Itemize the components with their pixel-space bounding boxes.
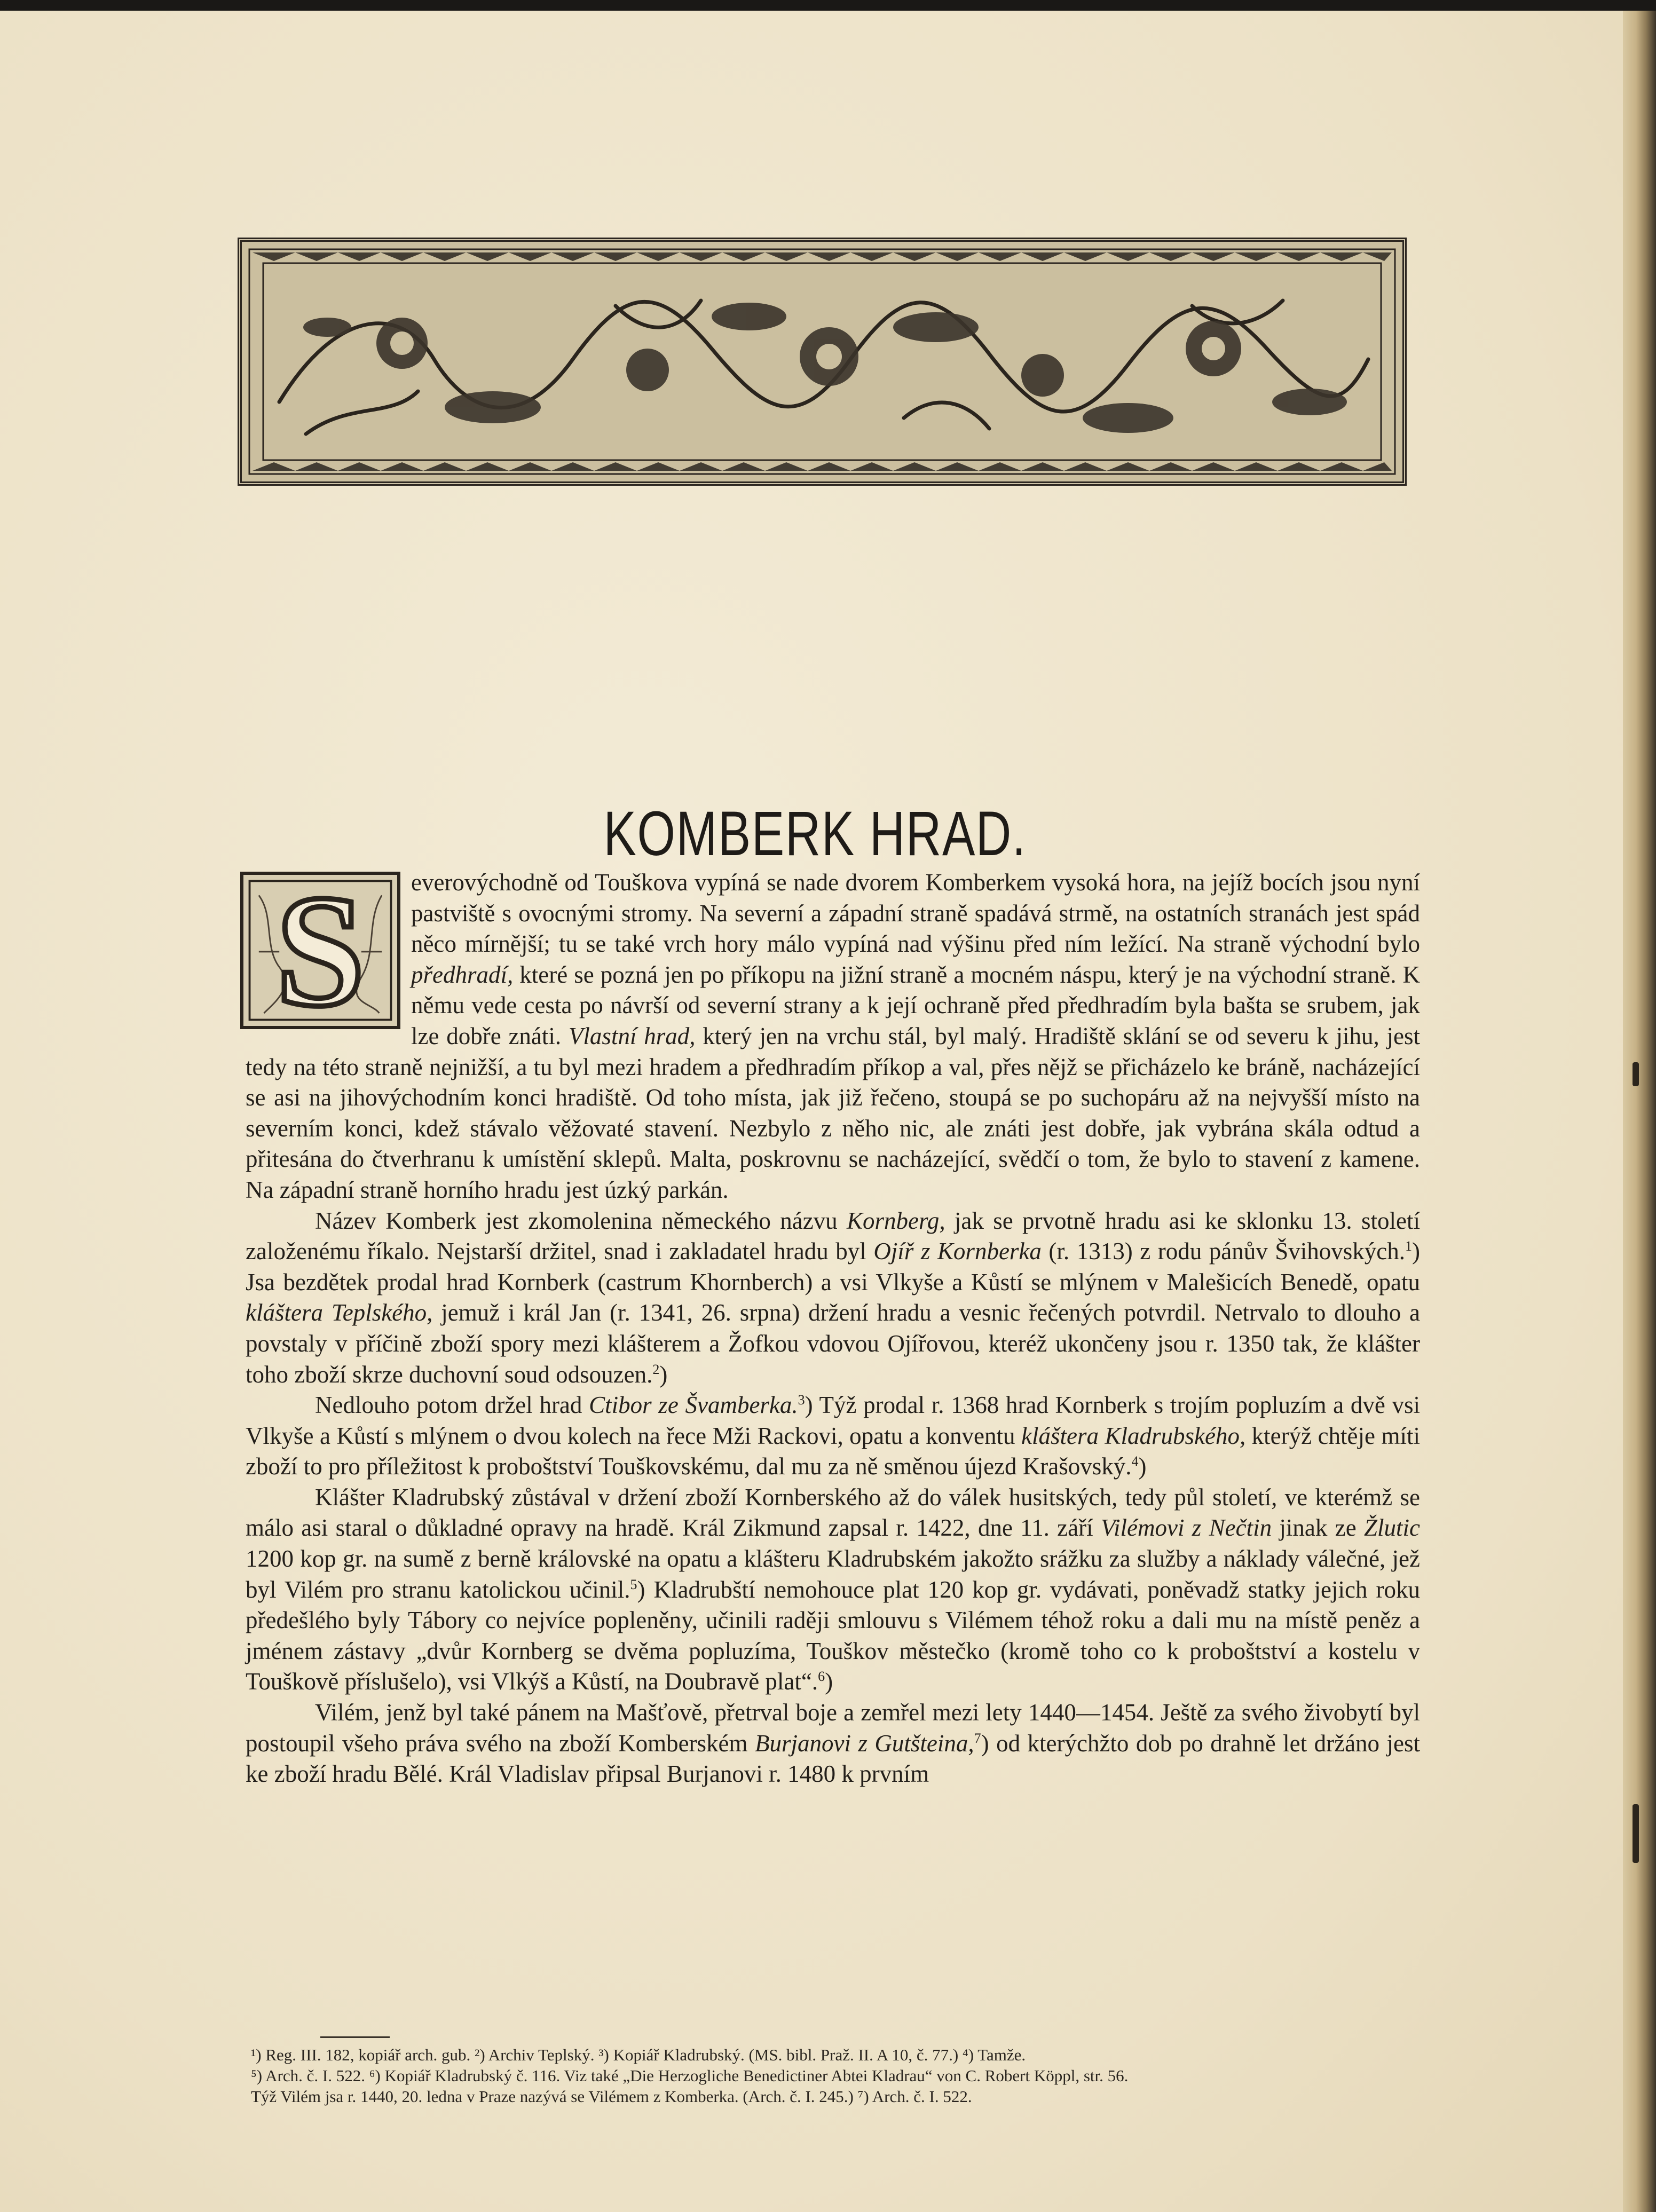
paragraph xyxy=(246,867,1420,1206)
italic-term: kláštera Kladrubského, xyxy=(1021,1422,1246,1449)
paragraph xyxy=(246,1482,1420,1697)
text-run: ) od kterýchžto dob po drahně let držáno jest ke zboží hradu Bělé. Král Vladislav připsal Burjanovi r. 1480 k prvním xyxy=(246,1729,1420,1788)
text-run: ) xyxy=(1138,1453,1147,1480)
text-run: kterýž chtěje míti zboží to pro příležitost k proboštství Touškovskému, dal mu za ně směnou újezd Krašovský. xyxy=(246,1422,1420,1480)
binding-mark xyxy=(1633,1804,1639,1863)
italic-term: Vlastní hrad, xyxy=(568,1022,696,1049)
italic-term: Žlutic xyxy=(1363,1514,1420,1542)
paragraph xyxy=(246,1206,1420,1391)
dropcap-letter: S xyxy=(275,862,365,1039)
footnote-marker: 2 xyxy=(652,1361,660,1377)
italic-term: Kornberg, xyxy=(847,1207,945,1234)
footnote-divider xyxy=(320,2036,390,2038)
text-run: ) xyxy=(825,1668,833,1695)
italic-term: Ojíř z Kornberka xyxy=(873,1238,1042,1265)
italic-term: Burjanovi z Gutšteina, xyxy=(754,1729,974,1757)
page-title: KOMBERK HRAD. xyxy=(603,799,1027,870)
italic-term: Ctibor ze Švamberka. xyxy=(589,1392,798,1419)
ornamental-header-banner xyxy=(238,238,1407,486)
text-run: jak se prvotně hradu asi ke sklonku 13. století založenému říkalo. Nejstarší držitel, snad i zakladatel hradu byl xyxy=(246,1207,1420,1265)
footnotes xyxy=(251,2044,1420,2107)
text-run: které se pozná jen po příkopu na jižní straně a mocném náspu, který je na východní straně. K němu vede cesta po návrší od severní strany a k její ochraně před předhradím byla bašta se srubem, jak lze dobře znáti. xyxy=(411,961,1420,1049)
footnote-marker: 1 xyxy=(1405,1238,1413,1254)
page-edge xyxy=(1623,11,1656,2212)
footnote-marker: 7 xyxy=(974,1730,981,1746)
italic-term: kláštera Teplského, xyxy=(246,1299,433,1326)
footnote-marker: 3 xyxy=(798,1392,805,1408)
text-run: který jen na vrchu stál, byl malý. Hradiště sklání se od severu k jihu, jest tedy na této straně nejnižší, a tu byl mezi hradem a předhradím příkop a val, přes nějž se přicházelo ke bráně, nacházející se asi na jihovýchodním konci hradiště. Od toho místa, jak již řečeno, stoupá se po suchopáru až na nejvyšší místo na severním konci, kdež stávalo věžovaté stavení. Nezbylo z něho nic, ale znáti jest dobře, jak vybrána skála odtud a přitesána do čtverhranu k umístění sklepů. Malta, poskrovnu se nacházející, svědčí o tom, že bylo to stavení z kamene. Na západní straně horního hradu jest úzký parkán. xyxy=(246,1022,1421,1203)
body-text xyxy=(246,862,1421,1790)
text-run: ) Týž prodal r. 1368 hrad Kornberk s trojím popluzím a dvě vsi Vlkyše a Kůstí s mlýnem o dvou kolech na řece Mži Rackovi, opatu a konventu xyxy=(246,1392,1420,1449)
footnote-marker: 4 xyxy=(1131,1453,1139,1470)
text-run: ) Jsa bezdětek prodal hrad Kornberk (castrum Khornberch) a vsi Vlkyše a Kůstí se mlýnem v Malešicích Benedě, opatu xyxy=(246,1238,1421,1295)
text-run: ) xyxy=(659,1361,668,1388)
text-run: 1200 kop gr. na sumě z berně královské na opatu a klášteru Kladrubském jakožto srážku za služby a náklady válečné, jež byl Vilém pro stranu katolickou učinil. xyxy=(246,1545,1420,1603)
ornament-vine-icon xyxy=(242,242,1402,481)
footnote-line: ⁵) Arch. č. I. 522. ⁶) Kopiář Kladrubský č. 116. Viz také „Die Herzogliche Benedictiner Abtei Kladrau“ von C. Robert Köppl, str. 56. xyxy=(251,2066,1129,2085)
italic-term: Vilémovi z Nečtin xyxy=(1100,1514,1272,1542)
paragraph xyxy=(246,1697,1420,1790)
footnote-line: ¹) Reg. III. 182, kopiář arch. gub. ²) Archiv Teplský. ³) Kopiář Kladrubský. (MS. bibl. Praž. II. A 10, č. 77.) ⁴) Tamže. xyxy=(251,2045,1026,2064)
text-run: (r. 1313) z rodu pánův Švihovských. xyxy=(1041,1238,1406,1265)
text-run: everovýchodně od Touškova vypíná se nade dvorem Komberkem vysoká hora, na jejíž bocích jsou nyní pastviště s ovocnými stromy. Na severní a západní straně spadává strmě, na ostatních stranách jest spád něco mírnější; tu se také vrch hory málo vypíná nad výšinu před ním ležící. Na straně východní bylo xyxy=(411,869,1420,958)
text-run: Nedlouho potom držel hrad xyxy=(315,1392,589,1419)
footnote-marker: 5 xyxy=(630,1576,637,1592)
binding-mark xyxy=(1633,1062,1639,1086)
text-run: ) Kladrubští nemohouce plat 120 kop gr. vydávati, poněvadž statky jejich roku předešlého byly Tábory co nejvíce popleněny, učinili raději smlouvu s Vilémem téhož roku a dali mu na místě peněz a jménem zástavy „dvůr Kornberg se dvěma popluzíma, Touškov městečko (kromě toho co k proboštství a kostelu v Touškově příslušelo), vsi Vlkýš a Kůstí, na Doubravě plat“. xyxy=(246,1576,1421,1695)
paragraph xyxy=(246,1390,1420,1482)
text-run: Název Komberk jest zkomolenina německého názvu xyxy=(315,1207,847,1234)
text-run: Klášter Kladrubský zůstával v držení zboží Kornberského až do válek husitských, tedy půl století, ve kterémž se málo asi staral o důkladné opravy na hradě. Král Zikmund zapsal r. 1422, dne 11. září xyxy=(246,1483,1420,1542)
italic-term: předhradí, xyxy=(411,961,514,988)
footnote-marker: 6 xyxy=(818,1669,825,1685)
text-run: jemuž i král Jan (r. 1341, 26. srpna) držení hradu a vesnic řečených potvrdil. Netrvalo to dlouho a povstaly v příčině zboží spory mezi klášterem a Žofkou vdovou Ojířovou, kteréž ukončeny jsou r. 1350 tak, že klášter toho zboží skrze duchovní soud odsouzen. xyxy=(246,1299,1421,1388)
text-run: Vilém, jenž byl také pánem na Mašťově, přetrval boje a zemřel mezi lety 1440—1454. Ještě za svého živobytí byl postoupil všeho práva svého na zboží Komberském xyxy=(246,1699,1420,1757)
ornamental-dropcap xyxy=(240,862,400,1039)
footnote-line: Týž Vilém jsa r. 1440, 20. ledna v Praze nazývá se Vilémem z Komberka. (Arch. č. I. 245.) ⁷) Arch. č. I. 522. xyxy=(251,2087,972,2106)
text-run: jinak ze xyxy=(1272,1514,1364,1542)
